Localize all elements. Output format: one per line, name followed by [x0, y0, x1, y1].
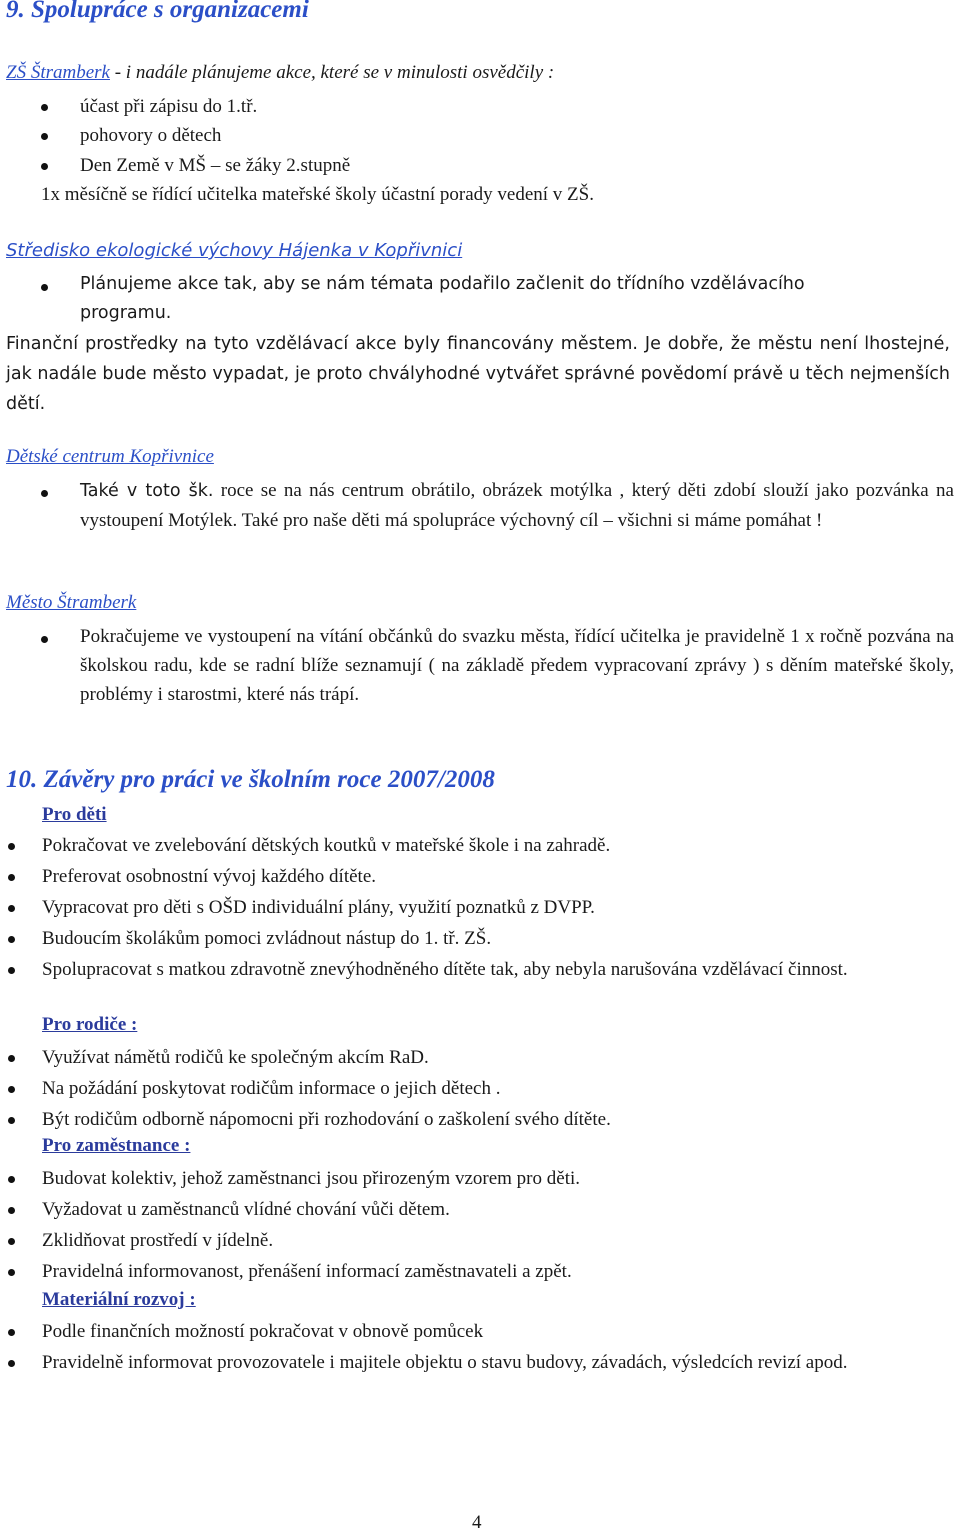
- bullet-icon: [41, 104, 48, 111]
- bullet-icon: [8, 1269, 15, 1276]
- pro-zamestnance-heading: Pro zaměstnance :: [42, 1135, 191, 1156]
- bullet-icon: [41, 490, 48, 497]
- sev-paragraph-lead: Finanční prostředky na tyto vzdělávací akce byly financovány městem.: [6, 334, 638, 354]
- sev-hajenka-link[interactable]: Středisko ekologické výchovy Hájenka v Kopřivnici: [6, 240, 463, 261]
- bullet-icon: [8, 843, 15, 850]
- list-item: Pokračovat ve zvelebování dětských koutků v mateřské škole i na zahradě.: [42, 835, 611, 856]
- pro-deti-heading: Pro děti: [42, 804, 107, 825]
- section-10-heading: 10. Závěry pro práci ve školním roce 2007/2008: [6, 766, 495, 793]
- list-item: Spolupracovat s matkou zdravotně znevýhodněného dítěte tak, aby nebyla narušována vzdělávací činnost.: [42, 959, 848, 980]
- sev-paragraph: [6, 329, 950, 419]
- page-number: 4: [472, 1512, 482, 1533]
- mesto-paragraph: Pokračujeme ve vystoupení na vítání občánků do svazku města, řídící učitelka je pravidelně 1 x ročně pozvána na školskou radu, kde se radní blíže seznamují ( na základě předem vypracovaní zprávy ) s děním mateřské školy, problémy i starostmi, které nás trápí.: [80, 626, 954, 705]
- list-item: Využívat námětů rodičů ke společným akcím RaD.: [42, 1047, 429, 1068]
- bullet-icon: [8, 1238, 15, 1245]
- zs-stramberk-link[interactable]: ZŠ Štramberk: [6, 62, 110, 83]
- dc-paragraph: [80, 476, 954, 536]
- sev-bullet-line-2: programu.: [80, 303, 172, 323]
- bullet-icon: [8, 1055, 15, 1062]
- section-9-heading: 9. Spolupráce s organizacemi: [6, 0, 309, 23]
- zs-intro-line: [6, 62, 554, 84]
- materialni-rozvoj-heading: Materiální rozvoj :: [42, 1289, 196, 1310]
- sev-heading-line: [6, 240, 462, 261]
- bullet-icon: [8, 1207, 15, 1214]
- pro-rodice-heading: Pro rodiče :: [42, 1014, 138, 1035]
- sev-paragraph-rest: Je dobře, že městu není lhostejné, jak nadále bude město vypadat, je proto chvályhodné vytvářet správné povědomí právě u těch nejmenších dětí.: [6, 334, 950, 414]
- zs-intro-text: - i nadále plánujeme akce, které se v minulosti osvědčily :: [109, 62, 555, 83]
- list-item: Budovat kolektiv, jehož zaměstnanci jsou přirozeným vzorem pro děti.: [42, 1168, 581, 1189]
- bullet-icon: [41, 133, 48, 140]
- bullet-icon: [8, 1176, 15, 1183]
- list-item: Pravidelná informovanost, přenášení informací zaměstnavateli a zpět.: [42, 1261, 572, 1282]
- bullet-icon: [41, 284, 48, 291]
- list-item: účast při zápisu do 1.tř.: [80, 96, 258, 117]
- bullet-icon: [8, 936, 15, 943]
- list-item: Pravidelně informovat provozovatele i majitele objektu o stavu budovy, závadách, výsledcích revizí apod.: [42, 1352, 848, 1373]
- bullet-icon: [8, 1360, 15, 1367]
- list-item: Den Země v MŠ – se žáky 2.stupně: [80, 155, 351, 176]
- mesto-heading-line: [6, 592, 136, 614]
- bullet-icon: [8, 874, 15, 881]
- list-item: Zklidňovat prostředí v jídelně.: [42, 1230, 274, 1251]
- list-item: Preferovat osobnostní vývoj každého dítěte.: [42, 866, 377, 887]
- mesto-stramberk-link[interactable]: Město Štramberk: [6, 592, 137, 613]
- list-item: Na požádání poskytovat rodičům informace o jejich dětech .: [42, 1078, 501, 1099]
- list-item: Být rodičům odborně nápomocni při rozhodování o zaškolení svého dítěte.: [42, 1109, 611, 1130]
- dc-paragraph-lead: Také v toto šk.: [80, 481, 214, 501]
- bullet-icon: [8, 1086, 15, 1093]
- bullet-icon: [41, 163, 48, 170]
- sev-bullet-line-1: Plánujeme akce tak, aby se nám témata podařilo začlenit do třídního vzdělávacího: [80, 274, 805, 294]
- list-item: pohovory o dětech: [80, 125, 222, 146]
- bullet-icon: [8, 905, 15, 912]
- bullet-icon: [41, 636, 48, 643]
- bullet-icon: [8, 1329, 15, 1336]
- list-item: Podle finančních možností pokračovat v obnově pomůcek: [42, 1321, 484, 1342]
- dc-heading-line: [6, 446, 214, 468]
- list-item: Vyžadovat u zaměstnanců vlídné chování vůči dětem.: [42, 1199, 450, 1220]
- detske-centrum-link[interactable]: Dětské centrum Kopřivnice: [6, 446, 214, 467]
- zs-note: 1x měsíčně se řídící učitelka mateřské školy účastní porady vedení v ZŠ.: [41, 184, 594, 205]
- bullet-icon: [8, 1117, 15, 1124]
- bullet-icon: [8, 967, 15, 974]
- dc-paragraph-rest: roce se na nás centrum obrátilo, obrázek motýlka , který děti zdobí slouží jako pozvánka na vystoupení Motýlek. Také pro naše děti má spolupráce výchovný cíl – všichni si máme pomáhat !: [80, 480, 954, 531]
- list-item: Budoucím školákům pomoci zvládnout nástup do 1. tř. ZŠ.: [42, 928, 492, 949]
- list-item: Vypracovat pro děti s OŠD individuální plány, využití poznatků z DVPP.: [42, 897, 595, 918]
